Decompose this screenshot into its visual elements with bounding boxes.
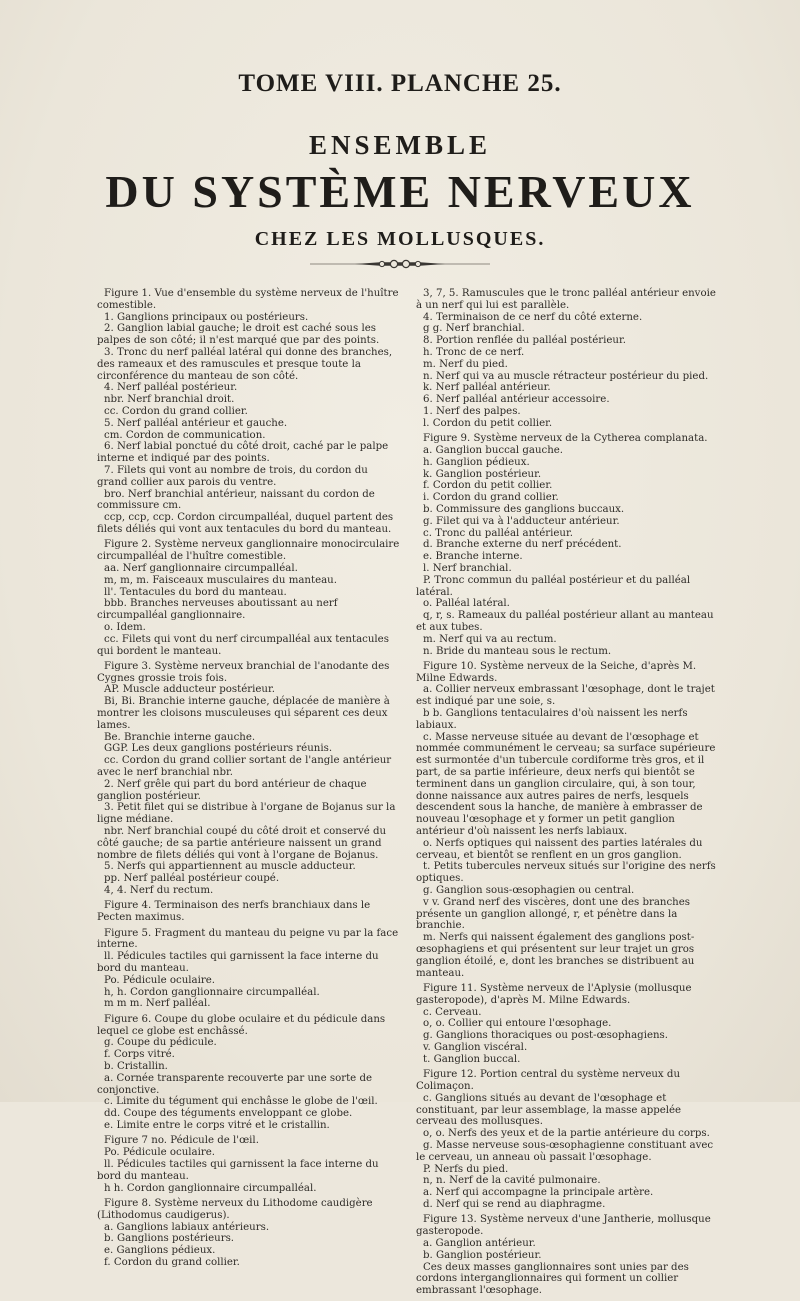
legend-column-right: [416, 288, 718, 1301]
legend-figure-3: [97, 661, 400, 897]
legend-line: n. Bride du manteau sous le rectum.: [423, 645, 612, 657]
legend-line: l. Cordon du petit collier.: [423, 417, 553, 429]
legend-line: f. Corps vitré.: [104, 1049, 175, 1061]
legend-line: Po. Pédicule oculaire.: [104, 974, 215, 986]
legend-line: f. Cordon du grand collier.: [104, 1256, 240, 1268]
legend-figure-7: [97, 1135, 400, 1194]
legend-line: d. Nerf qui se rend au diaphragme.: [423, 1198, 606, 1210]
legend-line: AP. Muscle adducteur postérieur.: [104, 684, 275, 696]
legend-figure-5: [97, 928, 400, 1011]
legend-line: ll. Pédicules tactiles qui garnissent la face interne du bord du manteau.: [97, 1158, 379, 1182]
legend-figure-4: [97, 900, 400, 924]
legend-line: Figure 9. Système nerveux de la Cytherea complanata.: [423, 433, 708, 445]
legend-line: b. Cristallin.: [104, 1060, 168, 1072]
legend-line: ll. Pédicules tactiles qui garnissent la face interne du bord du manteau.: [97, 951, 379, 974]
legend-line: aa. Nerf ganglionnaire circumpalléal.: [104, 562, 298, 574]
legend-line: e. Branche interne.: [423, 551, 523, 563]
legend-line: pp. Nerf palléal postérieur coupé.: [104, 873, 280, 885]
legend-line: Figure 13. Système nerveux d'une Jantherie, mollusque gasteropode.: [416, 1214, 711, 1238]
legend-line: o. Idem.: [104, 621, 146, 633]
legend-line: c. Cerveau.: [423, 1006, 482, 1018]
legend-figure-11: [416, 983, 718, 1066]
legend-line: ll'. Tentacules du bord du manteau.: [104, 586, 287, 598]
legend-line: Figure 6. Coupe du globe oculaire et du pédicule dans lequel ce globe est enchâssé.: [97, 1013, 386, 1037]
legend-line: n, n. Nerf de la cavité pulmonaire.: [423, 1175, 601, 1187]
legend-line: k. Nerf palléal antérieur.: [423, 382, 551, 394]
legend-line: o, o. Collier qui entoure l'œsophage.: [423, 1018, 612, 1030]
legend-line: c. Masse nerveuse située au devant de l'œsophage et nommée communément le cerveau; sa surface supérieure est surmontée d'un tubercule cordiforme très gros, et il part, de sa partie inférieure, deux nerfs qui bientôt se terminent dans un ganglion circulaire, qui, à son tour, donne naissance aux autres paires de nerfs, lesquels descendent sous la hanche, de manière à embrasser de nouveau l'œsophage et y former un petit ganglion antérieur d'où naissent les nerfs labiaux.: [416, 731, 716, 838]
legend-line: i. Cordon du grand collier.: [423, 492, 559, 504]
title-line-3: CHEZ LES MOLLUSQUES.: [254, 228, 546, 250]
legend-figure-8: [97, 1198, 400, 1269]
legend-line: o. Palléal latéral.: [423, 598, 510, 610]
legend-line: Po. Pédicule oculaire.: [104, 1147, 215, 1159]
legend-figure-13: [416, 1214, 718, 1297]
legend-line: h. Ganglion pédieux.: [423, 456, 530, 468]
legend-line: Ces deux masses ganglionnaires sont unies par des cordons interganglionnaires qui forment un collier embrassant l'œsophage.: [416, 1261, 689, 1297]
legend-line: b. Ganglion postérieur.: [423, 1249, 542, 1261]
legend-line: cc. Cordon du grand collier sortant de l'angle antérieur avec le nerf branchial nbr.: [97, 755, 392, 779]
legend-line: g. Coupe du pédicule.: [104, 1037, 217, 1049]
legend-line: h, h. Cordon ganglionnaire circumpalléal.: [104, 986, 320, 998]
legend-line: g. Masse nerveuse sous-œsophagienne constituant avec le cerveau, un anneau où passait l'œsophage.: [416, 1139, 714, 1163]
legend-line: m. Nerf qui va au rectum.: [423, 633, 557, 645]
legend-line: nbr. Nerf branchial coupé du côté droit et conservé du côté gauche; de sa partie antérieure naissent un grand nombre de filets déliés qui vont à l'organe de Bojanus.: [97, 826, 387, 861]
legend-line: Figure 8. Système nerveux du Lithodome caudigère (Lithodomus caudigerus).: [97, 1197, 373, 1221]
legend-line: a. Nerf qui accompagne la principale artère.: [423, 1187, 654, 1199]
legend-line: a. Ganglion buccal gauche.: [423, 444, 564, 456]
legend-figure-9: [416, 433, 718, 657]
legend-line: m. Nerf du pied.: [423, 358, 508, 370]
legend-line: a. Cornée transparente recouverte par une sorte de conjonctive.: [97, 1072, 372, 1096]
legend-line: nbr. Nerf branchial droit.: [104, 394, 235, 406]
legend-line: k. Ganglion postérieur.: [423, 468, 542, 480]
legend-line: 3. Tronc du nerf palléal latéral qui donne des branches, des rameaux et des ramuscules et presque toute la circonférence du manteau de son côté.: [97, 346, 393, 382]
legend-line: Figure 11. Système nerveux de l'Aplysie (mollusque gasteropode), d'après M. Milne Edwards.: [416, 983, 692, 1006]
legend-line: t. Ganglion buccal.: [423, 1053, 521, 1065]
legend-line: h h. Cordon ganglionnaire circumpalléal.: [104, 1182, 317, 1194]
legend-line: b. Ganglions postérieurs.: [104, 1233, 235, 1245]
legend-line: 3. Petit filet qui se distribue à l'organe de Bojanus sur la ligne médiane.: [97, 802, 396, 826]
legend-line: b. Commissure des ganglions buccaux.: [423, 503, 625, 515]
legend-line: e. Ganglions pédieux.: [104, 1245, 216, 1257]
legend-line: m, m, m. Faisceaux musculaires du manteau.: [104, 574, 337, 586]
title-line-2: DU SYSTÈME NERVEUX: [105, 166, 695, 217]
legend-line: c. Ganglions situés au devant de l'œsophage et constituant, par leur assemblage, la masse appelée cerveau des mollusques.: [416, 1092, 682, 1128]
legend-line: 3, 7, 5. Ramuscules que le tronc palléal antérieur envoie à un nerf qui lui est parallèle.: [416, 288, 716, 311]
legend-line: g. Ganglion sous-œsophagien ou central.: [423, 885, 635, 897]
legend-figure-6: [97, 1014, 400, 1132]
legend-line: ccp, ccp, ccp. Cordon circumpalléal, duquel partent des filets déliés qui vont aux tentacules du bord du manteau.: [97, 512, 394, 535]
legend-line: n. Nerf qui va au muscle rétracteur postérieur du pied.: [423, 370, 709, 382]
legend-line: 2. Ganglion labial gauche; le droit est caché sous les palpes de son côté; il n'est marqué que par des points.: [97, 323, 380, 347]
legend-figure-10: [416, 661, 718, 980]
legend-line: q, r, s. Rameaux du palléal postérieur allant au manteau et aux tubes.: [416, 610, 714, 633]
legend-line: h. Tronc de ce nerf.: [423, 346, 525, 358]
legend-line: GGP. Les deux ganglions postérieurs réunis.: [104, 743, 333, 755]
ornament-divider: [310, 257, 490, 271]
legend-line: b b. Ganglions tentaculaires d'où naissent les nerfs labiaux.: [416, 708, 688, 731]
legend-line: a. Ganglion antérieur.: [423, 1237, 536, 1249]
legend-line: Figure 2. Système nerveux ganglionnaire monocirculaire circumpalléal de l'huître comestible.: [97, 539, 400, 563]
legend-line: Figure 1. Vue d'ensemble du système nerveux de l'huître comestible.: [97, 288, 399, 311]
legend-line: 8. Portion renflée du palléal postérieur.: [423, 335, 626, 347]
legend-line: e. Limite entre le corps vitré et le cristallin.: [104, 1119, 330, 1131]
legend-line: Figure 5. Fragment du manteau du peigne vu par la face interne.: [97, 927, 399, 951]
legend-line: 2. Nerf grêle qui part du bord antérieur de chaque ganglion postérieur.: [97, 778, 367, 802]
legend-figure-12: [416, 1069, 718, 1211]
legend-line: Bi, Bi. Branchie interne gauche, déplacée de manière à montrer les cloisons musculeuses qui séparent ces deux lames.: [97, 696, 390, 731]
legend-line: 4. Terminaison de ce nerf du côté externe.: [423, 311, 643, 323]
legend-line: P. Tronc commun du palléal postérieur et du palléal latéral.: [416, 574, 691, 598]
legend-line: m. Nerfs qui naissent également des ganglions post-œsophagiens et qui présentent sur leur trajet un gros ganglion étoilé, e, dont les branches se distribuent au manteau.: [416, 932, 695, 979]
legend-line: t. Petits tubercules nerveux situés sur l'origine des nerfs optiques.: [416, 861, 716, 885]
legend-line: cc. Filets qui vont du nerf circumpalléal aux tentacules qui bordent le manteau.: [97, 633, 389, 657]
legend-line: o. Nerfs optiques qui naissent des parties latérales du cerveau, et bientôt se renflent en un gros ganglion.: [416, 837, 703, 861]
legend-line: v. Ganglion viscéral.: [423, 1041, 528, 1053]
legend-line: Figure 3. Système nerveux branchial de l'anodante des Cygnes grossie trois fois.: [97, 660, 390, 684]
legend-column-left: [97, 288, 400, 1272]
legend-line: Figure 12. Portion central du système nerveux du Colimaçon.: [416, 1069, 681, 1092]
legend-line: o, o. Nerfs des yeux et de la partie antérieure du corps.: [423, 1128, 710, 1140]
legend-line: bro. Nerf branchial antérieur, naissant du cordon de commissure cm.: [97, 488, 375, 512]
legend-figure-8-continued: [416, 288, 718, 430]
legend-line: g. Filet qui va à l'adducteur antérieur.: [423, 515, 620, 527]
legend-line: 6. Nerf palléal antérieur accessoire.: [423, 394, 610, 406]
legend-line: Figure 7 no. Pédicule de l'œil.: [104, 1135, 259, 1147]
legend-line: v v. Grand nerf des viscères, dont une des branches présente un ganglion allongé, r, et pénètre dans la branchie.: [416, 896, 690, 932]
legend-line: cm. Cordon de communication.: [104, 429, 266, 441]
legend-line: m m m. Nerf palléal.: [104, 998, 211, 1010]
legend-line: d. Branche externe du nerf précédent.: [423, 539, 622, 551]
legend-line: Be. Branchie interne gauche.: [104, 731, 256, 743]
legend-line: P. Nerfs du pied.: [423, 1163, 509, 1175]
legend-line: c. Limite du tégument qui enchâsse le globe de l'œil.: [104, 1096, 378, 1108]
legend-line: 5. Nerf palléal antérieur et gauche.: [104, 417, 288, 429]
legend-line: a. Collier nerveux embrassant l'œsophage, dont le trajet est indiqué par une soie, s.: [416, 684, 715, 708]
plate-number: TOME VIII. PLANCHE 25.: [238, 70, 562, 97]
legend-line: g. Ganglions thoraciques ou post-œsophagiens.: [423, 1030, 669, 1042]
legend-line: 6. Nerf labial ponctué du côté droit, caché par le palpe interne et indiqué par des points.: [97, 441, 389, 465]
legend-line: dd. Coupe des téguments enveloppant ce globe.: [104, 1108, 353, 1120]
legend-line: 5. Nerfs qui appartiennent au muscle adducteur.: [104, 861, 356, 873]
legend-line: bbb. Branches nerveuses aboutissant au nerf circumpalléal ganglionnaire.: [97, 598, 338, 622]
legend-line: g g. Nerf branchial.: [423, 323, 525, 335]
legend-line: 7. Filets qui vont au nombre de trois, du cordon du grand collier aux parois du ventre.: [97, 464, 368, 488]
legend-line: Figure 10. Système nerveux de la Seiche, d'après M. Milne Edwards.: [416, 660, 697, 684]
legend-line: 4. Nerf palléal postérieur.: [104, 382, 238, 394]
title-line-1: ENSEMBLE: [308, 130, 492, 160]
legend-line: cc. Cordon du grand collier.: [104, 405, 248, 417]
legend-line: Figure 4. Terminaison des nerfs branchiaux dans le Pecten maximus.: [97, 900, 371, 924]
legend-line: f. Cordon du petit collier.: [423, 480, 553, 492]
legend-line: 1. Ganglions principaux ou postérieurs.: [104, 311, 309, 323]
legend-line: 1. Nerf des palpes.: [423, 405, 521, 417]
legend-line: 4, 4. Nerf du rectum.: [104, 885, 214, 897]
legend-figure-2: [97, 539, 400, 657]
legend-line: a. Ganglions labiaux antérieurs.: [104, 1221, 270, 1233]
legend-line: l. Nerf branchial.: [423, 562, 512, 574]
legend-figure-1: [97, 288, 400, 536]
legend-line: c. Tronc du palléal antérieur.: [423, 527, 573, 539]
